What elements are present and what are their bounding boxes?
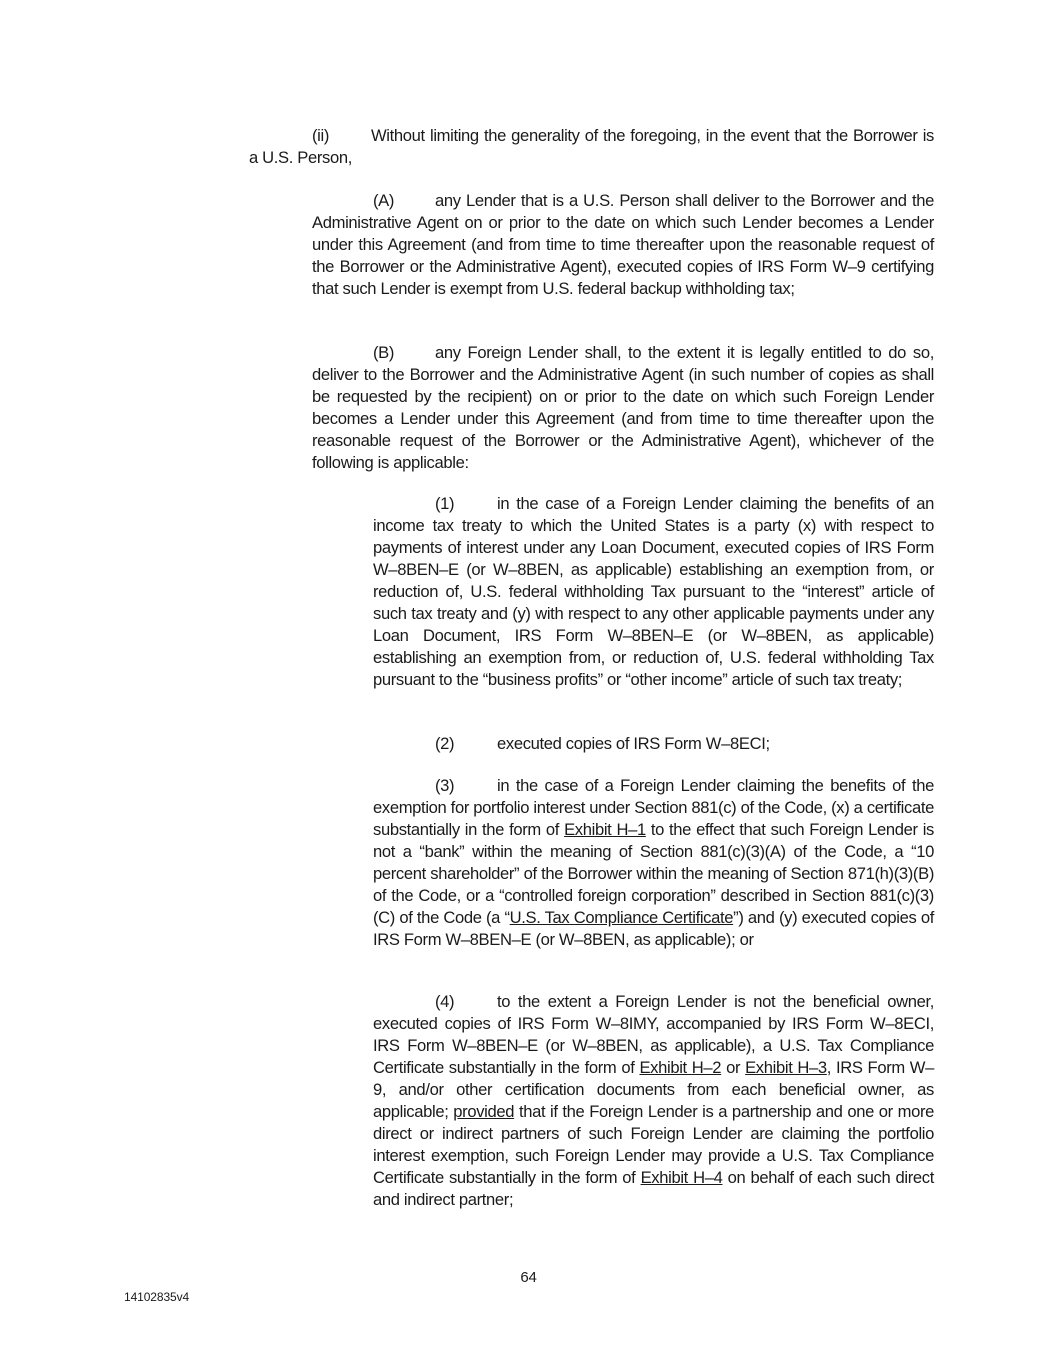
exhibit-h4-link[interactable]: Exhibit H–4: [640, 1168, 723, 1187]
provided-term: provided: [453, 1102, 515, 1121]
paragraph-ii-text: Without limiting the generality of the foregoing, in the event that the Borrower is a U.S. Person,: [249, 126, 934, 167]
paragraph-A-label: (A): [373, 191, 395, 210]
paragraph-4-text-2: or: [721, 1058, 746, 1077]
paragraph-1-text: in the case of a Foreign Lender claiming the benefits of an income tax treaty to which the United States is a party (x) with respect to payments of interest under any Loan Document, executed copies of IRS Form W–8BEN–E (or W–8BEN, as applicable) establishing an exemption from, or reduction of, U.S. federal withholding Tax pursuant to the “interest” article of such tax treaty and (y) with respect to any other applicable payments under any Loan Document, IRS Form W–8BEN–E (or W–8BEN, as applicable) establishing an exemption from, or reduction of, U.S. federal withholding Tax pursuant to the “business profits” or “other income” article of such tax treaty;: [373, 494, 934, 689]
exhibit-h1-link[interactable]: Exhibit H–1: [564, 820, 646, 839]
paragraph-3-text-3: ”) and (y) executed copies of IRS Form W–8BEN–E (or W–8BEN, as applicable); or: [373, 908, 934, 949]
paragraph-ii-label: (ii): [312, 126, 330, 145]
exhibit-h2-link[interactable]: Exhibit H–2: [639, 1058, 722, 1077]
paragraph-1-label: (1): [435, 494, 455, 513]
us-tax-compliance-certificate-term: U.S. Tax Compliance Certificate: [509, 908, 734, 927]
paragraph-4-text-1: to the extent a Foreign Lender is not the beneficial owner, executed copies of IRS Form W–8IMY, accompanied by IRS Form W–8ECI, IRS Form W–8BEN–E (or W–8BEN, as applicable), a U.S. Tax Compliance Certificate substantially in the form of: [373, 992, 934, 1077]
paragraph-2: [373, 733, 934, 755]
paragraph-2-text: executed copies of IRS Form W–8ECI;: [497, 734, 770, 753]
paragraph-ii: [249, 125, 934, 169]
page-number: 64: [520, 1269, 537, 1286]
paragraph-4-label: (4): [435, 992, 455, 1011]
paragraph-4-text-4: that if the Foreign Lender is a partnership and one or more direct or indirect partners of such Foreign Lender are claiming the portfolio interest exemption, such Foreign Lender may provide a U.S. Tax Compliance Certificate substantially in the form of: [373, 1102, 935, 1187]
paragraph-4: [373, 991, 934, 1211]
paragraph-3-text-2: to the effect that such Foreign Lender is not a “bank” within the meaning of Section 881(c)(3)(A) of the Code, a “10 percent shareholder” of the Borrower within the meaning of Section 871(h)(3)(B) of the Code, or a “controlled foreign corporation” described in Section 881(c)(3)(C) of the Code (a “: [373, 820, 934, 927]
document-id: 14102835v4: [124, 1290, 190, 1304]
paragraph-A-text: any Lender that is a U.S. Person shall deliver to the Borrower and the Administrative Agent on or prior to the date on which such Lender becomes a Lender under this Agreement (and from time to time thereafter upon the reasonable request of the Borrower or the Administrative Agent), executed copies of IRS Form W–9 certifying that such Lender is exempt from U.S. federal backup withholding tax;: [312, 191, 934, 298]
paragraph-4-text-3: , IRS Form W–9, and/or other certification documents from each beneficial owner, as applicable;: [373, 1058, 935, 1121]
exhibit-h3-link[interactable]: Exhibit H–3: [745, 1058, 827, 1077]
paragraph-B: [312, 342, 934, 474]
paragraph-B-text: any Foreign Lender shall, to the extent it is legally entitled to do so, deliver to the Borrower and the Administrative Agent (in such number of copies as shall be requested by the recipient) on or prior to the date on which such Foreign Lender becomes a Lender under this Agreement (and from time to time thereafter upon the reasonable request of the Borrower or the Administrative Agent), whichever of the following is applicable:: [312, 343, 934, 472]
paragraph-3-label: (3): [435, 776, 455, 795]
paragraph-2-label: (2): [435, 734, 455, 753]
paragraph-1: [373, 493, 934, 691]
paragraph-3: [373, 775, 934, 951]
paragraph-B-label: (B): [373, 343, 395, 362]
paragraph-3-text-1: in the case of a Foreign Lender claiming the benefits of the exemption for portfolio interest under Section 881(c) of the Code, (x) a certificate substantially in the form of: [373, 776, 934, 839]
paragraph-A: [312, 190, 934, 300]
paragraph-4-text-5: on behalf of each such direct and indirect partner;: [373, 1168, 934, 1209]
